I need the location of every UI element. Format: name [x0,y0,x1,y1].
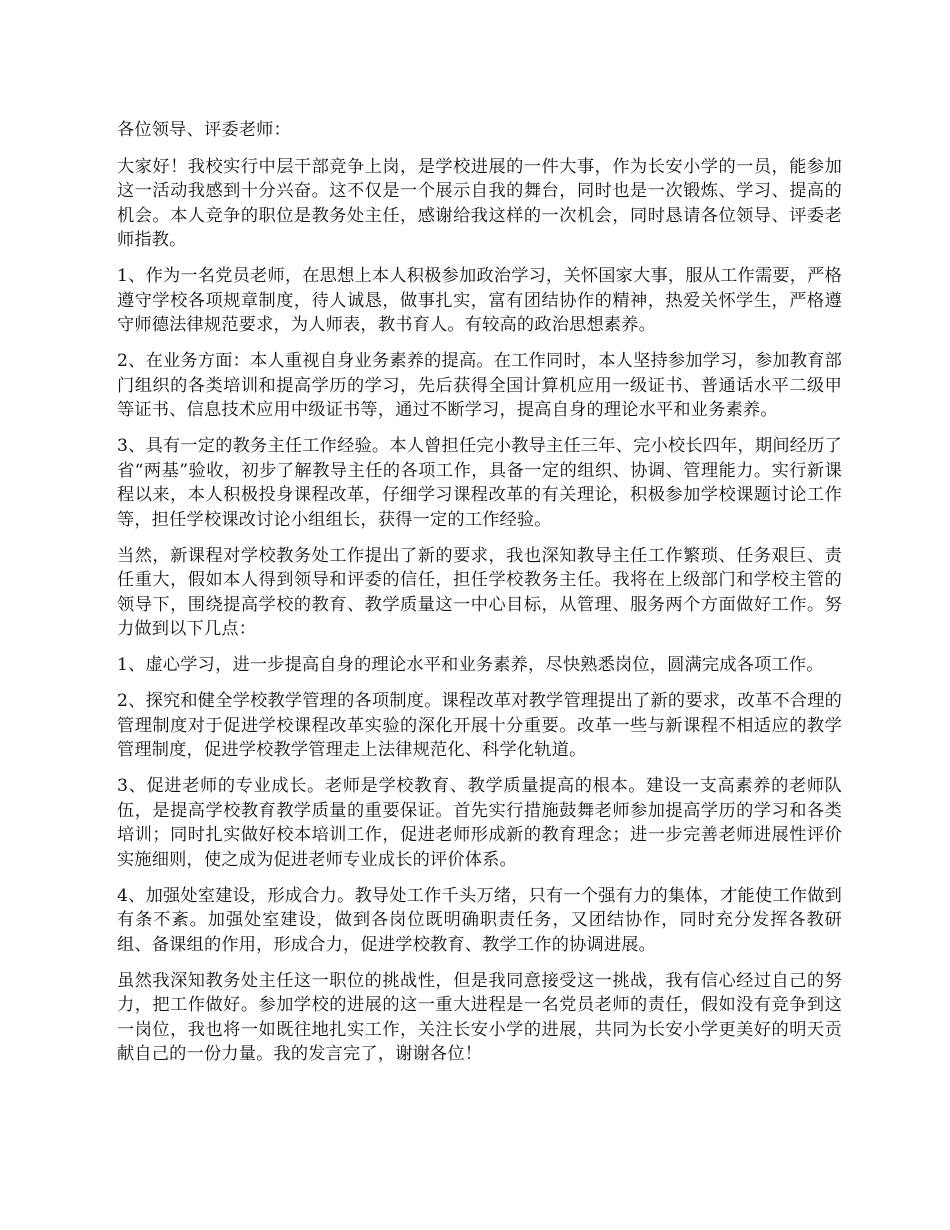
paragraph-plan-2-systems: 2、探究和健全学校教学管理的各项制度。课程改革对教学管理提出了新的要求，改革不合理的管理制度对于促进学校课程改革实验的深化开展十分重要。改革一些与新课程不相适应的教学管理制度，促进学校教学管理走上法律规范化、科学化轨道。 [117,691,842,760]
paragraph-point-1-political: 1、作为一名党员老师，在思想上本人积极参加政治学习，关怀国家大事，服从工作需要，严格遵守学校各项规章制度，待人诚恳，做事扎实，富有团结协作的精神，热爱关怀学生，严格遵守师德法律规范要求，为人师表，教书育人。有较高的政治思想素养。 [117,266,842,335]
paragraph-plan-intro: 当然，新课程对学校教务处工作提出了新的要求，我也深知教导主任工作繁琐、任务艰巨、责任重大，假如本人得到领导和评委的信任，担任学校教务主任。我将在上级部门和学校主管的领导下，围绕提高学校的教育、教学质量这一中心目标，从管理、服务两个方面做好工作。努力做到以下几点： [117,545,842,639]
paragraph-point-2-professional: 2、在业务方面：本人重视自身业务素养的提高。在工作同时，本人坚持参加学习，参加教育部门组织的各类培训和提高学历的学习，先后获得全国计算机应用一级证书、普通话水平二级甲等证书、信息技术应用中级证书等，通过不断学习，提高自身的理论水平和业务素养。 [117,351,842,420]
paragraph-plan-1-learning: 1、虚心学习，进一步提高自身的理论水平和业务素养，尽快熟悉岗位，圆满完成各项工作。 [117,655,824,675]
paragraph-closing: 虽然我深知教务处主任这一职位的挑战性，但是我同意接受这一挑战，我有信心经过自己的努力，把工作做好。参加学校的进展的这一重大进程是一名党员老师的责任，假如没有竞争到这一岗位，我也将一如既往地扎实工作，关注长安小学的进展，共同为长安小学更美好的明天贡献自己的一份力量。我的发言完了，谢谢各位！ [117,970,842,1064]
paragraph-plan-4-office: 4、加强处室建设，形成合力。教导处工作千头万绪，只有一个强有力的集体，才能使工作做到有条不紊。加强处室建设，做到各岗位既明确职责任务，又团结协作，同时充分发挥各教研组、备课组的作用，形成合力，促进学校教育、教学工作的协调进展。 [117,885,842,955]
salutation: 各位领导、评委老师： [117,120,291,140]
paragraph-greeting: 大家好！我校实行中层干部竞争上岗，是学校进展的一件大事，作为长安小学的一员，能参加这一活动我感到十分兴奋。这不仅是一个展示自我的舞台，同时也是一次锻炼、学习、提高的机会。本人竞争的职位是教务处主任，感谢给我这样的一次机会，同时恳请各位领导、评委老师指教。 [117,156,842,250]
paragraph-plan-3-teachers: 3、促进老师的专业成长。老师是学校教育、教学质量提高的根本。建设一支高素养的老师队伍，是提高学校教育教学质量的重要保证。首先实行措施鼓舞老师参加提高学历的学习和各类培训；同时扎实做好校本培训工作，促进老师形成新的教育理念；进一步完善老师进展性评价实施细则，使之成为促进老师专业成长的评价体系。 [117,776,842,870]
paragraph-point-3-experience: 3、具有一定的教务主任工作经验。本人曾担任完小教导主任三年、完小校长四年，期间经历了省“两基”验收，初步了解教导主任的各项工作，具备一定的组织、协调、管理能力。实行新课程以来，本人积极投身课程改革，仔细学习课程改革的有关理论，积极参加学校课题讨论工作等，担任学校课改讨论小组组长，获得一定的工作经验。 [117,436,842,530]
document-body [117,118,842,1078]
